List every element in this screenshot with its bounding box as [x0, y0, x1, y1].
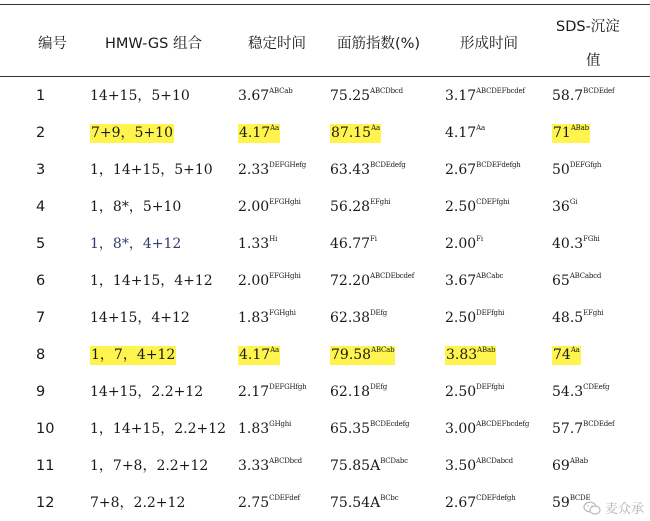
cell-formation-letters: ABCDEFbcdef: [476, 87, 525, 95]
cell-id: [36, 124, 45, 142]
cell-gluten-index-value: [330, 88, 403, 104]
cell-stability-letters: EFGHghi: [269, 198, 301, 206]
row-number: 8: [36, 347, 46, 363]
row-number: 2: [36, 125, 46, 141]
row-number: 4: [36, 199, 46, 215]
cell-sds-number: 59: [552, 495, 570, 511]
cell-sds-value: [552, 124, 590, 143]
cell-sds-number: 58.7: [552, 88, 584, 104]
cell-id: [36, 420, 54, 438]
cell-stability-number: 2.00: [238, 273, 270, 289]
header-id: 编号: [38, 36, 67, 52]
cell-formation-letters: CDEFdefgh: [476, 494, 516, 502]
cell-stability-number: 2.17: [238, 384, 270, 400]
combo-text: 1，8*，5+10: [90, 199, 182, 215]
cell-stability: [238, 87, 293, 105]
cell-gluten-index-value: [330, 458, 408, 474]
cell-formation-number: 3.00: [445, 421, 477, 437]
cell-formation-letters: CDEFfghi: [476, 198, 510, 206]
cell-sds-letters: ABab: [570, 124, 589, 132]
cell-stability-value: [238, 162, 306, 178]
cell-gluten-index-letters: Fi: [370, 235, 377, 243]
cell-stability-value: [238, 458, 302, 474]
combo-text: 1，14+15，5+10: [90, 162, 213, 178]
cell-stability: [238, 420, 291, 438]
cell-gluten-index: [330, 346, 395, 364]
cell-formation-value: [445, 236, 483, 252]
cell-formation: [445, 420, 529, 438]
cell-sds: [552, 198, 577, 216]
cell-stability: [238, 309, 296, 327]
cell-gluten-index: [330, 124, 381, 142]
cell-formation-number: 2.67: [445, 162, 477, 178]
cell-formation-letters: BCDEFdefgh: [476, 161, 521, 169]
cell-sds-number: 69: [552, 458, 570, 474]
cell-gluten-index-letters: BCbc: [380, 494, 399, 502]
cell-id: [36, 346, 45, 364]
cell-formation-value: [445, 384, 504, 400]
combo-text: 7+9，5+10: [91, 125, 173, 141]
cell-stability-value: [238, 384, 306, 400]
cell-stability-value: [238, 199, 301, 215]
cell-gluten-index-number: 63.43: [330, 162, 371, 178]
cell-gluten-index-number: 65.35: [330, 421, 371, 437]
cell-sds-value: [552, 88, 614, 104]
cell-sds-number: 54.3: [552, 384, 584, 400]
cell-gluten-index-value: [330, 273, 414, 289]
cell-stability-letters: DEFGHfgh: [269, 383, 307, 391]
cell-sds-letters: DEFGfgh: [569, 161, 602, 169]
cell-sds-value: [552, 346, 581, 365]
cell-gluten-index-number: 62.38: [330, 310, 371, 326]
cell-formation-letters: DEFfghi: [476, 309, 505, 317]
cell-sds-number: 48.5: [552, 310, 584, 326]
combo-text: 14+15，5+10: [90, 88, 190, 104]
cell-gluten-index: [330, 198, 390, 216]
row-number: 12: [36, 495, 55, 511]
cell-sds-letters: ABCabcd: [569, 272, 602, 280]
cell-stability-number: 3.67: [238, 88, 270, 104]
cell-formation: [445, 494, 516, 512]
row-number: 10: [36, 421, 55, 437]
combo-text: 7+8，2.2+12: [90, 495, 186, 511]
cell-gluten-index-letters: BCDEdefg: [370, 161, 406, 169]
cell-stability-number: 2.00: [238, 199, 270, 215]
cell-combo: [90, 272, 213, 290]
cell-id: [36, 272, 45, 290]
cell-sds-value: [552, 458, 588, 474]
combo-text: 14+15，2.2+12: [90, 384, 204, 400]
cell-stability-value: [238, 421, 291, 437]
cell-id: [36, 161, 45, 179]
cell-combo: [90, 346, 176, 364]
cell-stability-number: 2.33: [238, 162, 270, 178]
cell-gluten-index: [330, 457, 408, 475]
cell-formation: [445, 87, 525, 105]
cell-combo: [90, 87, 190, 105]
row-number: 1: [36, 88, 46, 104]
cell-stability-value: [238, 236, 277, 252]
cell-stability: [238, 383, 306, 401]
cell-gluten-index-letters: ABCDEbcdef: [370, 272, 415, 280]
cell-gluten-index-number: 72.20: [330, 273, 371, 289]
cell-sds-number: 57.7: [552, 421, 584, 437]
cell-formation-number: 4.17: [445, 125, 477, 141]
cell-formation-value: [445, 273, 503, 289]
cell-stability-number: 1.83: [238, 421, 270, 437]
cell-gluten-index-value: [330, 310, 387, 326]
cell-sds: [552, 124, 590, 142]
cell-stability-value: [238, 88, 293, 104]
cell-sds-number: 74: [553, 347, 571, 363]
row-number: 3: [36, 162, 46, 178]
combo-text: 1，8*，4+12: [90, 236, 182, 252]
combo-text: 1，7+8，2.2+12: [90, 458, 209, 474]
cell-stability-letters: GHghi: [269, 420, 292, 428]
cell-sds-letters: CDEefg: [583, 383, 610, 391]
header-sds-line1: SDS-沉淀: [556, 19, 620, 35]
cell-formation-value: [445, 421, 529, 437]
watermark-text: 麦众承: [604, 502, 644, 517]
cell-formation-value: [445, 346, 496, 365]
watermark: [583, 498, 644, 517]
cell-sds-letters: BCDEdef: [583, 87, 615, 95]
cell-gluten-index-letters: EFghi: [370, 198, 391, 206]
cell-formation-letters: Aa: [476, 124, 486, 132]
cell-combo: [90, 383, 203, 401]
cell-gluten-index-letters: DEfg: [370, 309, 388, 317]
cell-sds-number: 40.3: [552, 236, 584, 252]
cell-gluten-index-number: 75.25: [330, 88, 371, 104]
cell-formation-value: [445, 125, 485, 141]
header-sds-line2: 值: [586, 53, 601, 69]
cell-combo: [90, 124, 174, 142]
combo-text: 14+15，4+12: [90, 310, 190, 326]
cell-gluten-index: [330, 420, 409, 438]
cell-stability-number: 2.75: [238, 495, 270, 511]
row-number: 7: [36, 310, 46, 326]
cell-gluten-index-letters: DEfg: [370, 383, 388, 391]
cell-stability-letters: Aa: [270, 124, 280, 132]
cell-formation-number: 3.83: [446, 347, 478, 363]
cell-stability: [238, 198, 301, 216]
cell-gluten-index-value: [330, 162, 406, 178]
cell-stability: [238, 272, 301, 290]
row-number: 6: [36, 273, 46, 289]
cell-formation-value: [445, 495, 516, 511]
cell-stability-letters: FGHghi: [269, 309, 296, 317]
cell-sds: [552, 457, 588, 475]
cell-sds: [552, 346, 581, 364]
cell-formation-number: 2.50: [445, 310, 477, 326]
cell-stability: [238, 235, 277, 253]
cell-formation: [445, 383, 504, 401]
cell-gluten-index-number: 87.15: [331, 125, 372, 141]
cell-gluten-index-letters: ABCDbcd: [370, 87, 403, 95]
cell-sds-letters: ABab: [569, 457, 588, 465]
top-rule: [0, 4, 650, 5]
cell-sds-letters: BCDE: [569, 494, 591, 502]
cell-gluten-index-number: 79.58: [331, 347, 372, 363]
cell-combo: [90, 198, 181, 216]
cell-stability-letters: Aa: [270, 346, 280, 354]
cell-stability: [238, 457, 302, 475]
cell-formation: [445, 272, 503, 290]
cell-sds-value: [552, 273, 601, 289]
cell-gluten-index-number: 75.85A: [330, 458, 381, 474]
cell-gluten-index: [330, 87, 403, 105]
cell-formation: [445, 161, 521, 179]
cell-stability-letters: CDEFdef: [269, 494, 300, 502]
row-number: 5: [36, 236, 46, 252]
cell-gluten-index-value: [330, 124, 381, 143]
cell-sds: [552, 420, 614, 438]
cell-sds: [552, 309, 603, 327]
cell-combo: [90, 161, 213, 179]
cell-sds: [552, 87, 614, 105]
header-stability: 稳定时间: [248, 36, 306, 52]
cell-stability-letters: DEFGHefg: [269, 161, 307, 169]
cell-sds-value: [552, 384, 609, 400]
cell-formation-value: [445, 310, 504, 326]
cell-sds-value: [552, 236, 600, 252]
cell-formation-number: 3.67: [445, 273, 477, 289]
cell-stability-value: [238, 273, 301, 289]
cell-sds: [552, 272, 601, 290]
cell-gluten-index-value: [330, 421, 409, 437]
cell-formation-number: 3.17: [445, 88, 477, 104]
cell-gluten-index-value: [330, 346, 395, 365]
cell-gluten-index-number: 62.18: [330, 384, 371, 400]
cell-gluten-index-value: [330, 199, 390, 215]
cell-sds-letters: Aa: [570, 346, 580, 354]
cell-stability-letters: EFGHghi: [269, 272, 301, 280]
row-number: 11: [36, 458, 55, 474]
cell-gluten-index: [330, 272, 414, 290]
cell-gluten-index-letters: Aa: [371, 124, 380, 132]
cell-combo: [90, 420, 226, 438]
cell-sds: [552, 161, 601, 179]
cell-stability-number: 4.17: [239, 125, 271, 141]
cell-sds-number: 50: [552, 162, 570, 178]
cell-stability-letters: Hi: [269, 235, 278, 243]
cell-stability: [238, 124, 280, 142]
wechat-icon: [583, 501, 601, 515]
cell-gluten-index-number: 75.54A: [330, 495, 381, 511]
cell-id: [36, 235, 45, 253]
cell-sds-letters: BCDEdef: [583, 420, 615, 428]
cell-formation: [445, 457, 513, 475]
cell-combo: [90, 457, 208, 475]
cell-formation-value: [445, 88, 525, 104]
cell-id: [36, 309, 45, 327]
cell-stability: [238, 494, 300, 512]
cell-stability-value: [238, 310, 296, 326]
cell-sds-letters: FGhi: [583, 235, 600, 243]
cell-gluten-index: [330, 161, 406, 179]
combo-text: 1，7，4+12: [91, 347, 176, 363]
cell-stability-letters: ABCDbcd: [269, 457, 302, 465]
cell-sds-letters: EFghi: [583, 309, 604, 317]
cell-gluten-index: [330, 309, 387, 327]
header-formation: 形成时间: [460, 36, 518, 52]
cell-id: [36, 457, 54, 475]
cell-formation-number: 2.50: [445, 384, 477, 400]
cell-formation-number: 2.50: [445, 199, 477, 215]
cell-formation-letters: ABCDEFbcdefg: [476, 420, 530, 428]
cell-formation: [445, 124, 485, 142]
header-gluten-index: 面筋指数(%): [337, 36, 421, 52]
cell-sds-value: [552, 310, 603, 326]
cell-sds-letters: Gi: [569, 198, 578, 206]
cell-id: [36, 198, 45, 216]
cell-formation-letters: ABCabc: [476, 272, 504, 280]
cell-combo: [90, 309, 190, 327]
cell-formation-number: 2.00: [445, 236, 477, 252]
cell-stability-number: 3.33: [238, 458, 270, 474]
cell-formation-letters: ABCDabcd: [476, 457, 513, 465]
cell-gluten-index-value: [330, 236, 377, 252]
header-rule: [0, 76, 650, 77]
cell-formation-value: [445, 458, 513, 474]
cell-combo: [90, 235, 181, 253]
cell-gluten-index-number: 56.28: [330, 199, 371, 215]
cell-gluten-index-number: 46.77: [330, 236, 371, 252]
cell-stability-value: [238, 124, 280, 143]
cell-formation: [445, 198, 509, 216]
cell-sds-value: [552, 421, 614, 437]
cell-gluten-index: [330, 494, 398, 512]
cell-sds-number: 36: [552, 199, 570, 215]
cell-stability-letters: ABCab: [269, 87, 293, 95]
cell-gluten-index-value: [330, 495, 398, 511]
cell-sds-value: [552, 162, 601, 178]
combo-text: 1，14+15，4+12: [90, 273, 213, 289]
cell-stability: [238, 346, 280, 364]
cell-formation-letters: Fi: [476, 235, 483, 243]
cell-stability: [238, 161, 306, 179]
cell-stability-number: 1.33: [238, 236, 270, 252]
cell-formation-value: [445, 199, 509, 215]
cell-formation-letters: DEFfghi: [476, 383, 505, 391]
cell-gluten-index-letters: BCDabc: [380, 457, 408, 465]
cell-formation-letters: ABab: [477, 346, 496, 354]
cell-stability-value: [238, 495, 300, 511]
cell-sds-value: [552, 199, 577, 215]
cell-id: [36, 87, 45, 105]
cell-gluten-index: [330, 235, 377, 253]
row-number: 9: [36, 384, 46, 400]
cell-sds: [552, 235, 600, 253]
cell-gluten-index-letters: ABCab: [371, 346, 395, 354]
cell-formation: [445, 346, 496, 364]
cell-id: [36, 383, 45, 401]
cell-formation: [445, 235, 483, 253]
cell-stability-number: 1.83: [238, 310, 270, 326]
cell-sds: [552, 383, 609, 401]
cell-stability-value: [238, 346, 280, 365]
header-combo: HMW-GS 组合: [105, 36, 202, 52]
cell-formation-value: [445, 162, 521, 178]
cell-gluten-index-value: [330, 384, 387, 400]
combo-text: 1，14+15，2.2+12: [90, 421, 227, 437]
cell-stability-number: 4.17: [239, 347, 271, 363]
cell-sds-number: 71: [553, 125, 571, 141]
cell-formation-number: 2.67: [445, 495, 477, 511]
cell-formation: [445, 309, 504, 327]
cell-gluten-index: [330, 383, 387, 401]
cell-sds-number: 65: [552, 273, 570, 289]
cell-gluten-index-letters: BCDEcdefg: [370, 420, 410, 428]
cell-formation-number: 3.50: [445, 458, 477, 474]
cell-combo: [90, 494, 185, 512]
cell-id: [36, 494, 54, 512]
